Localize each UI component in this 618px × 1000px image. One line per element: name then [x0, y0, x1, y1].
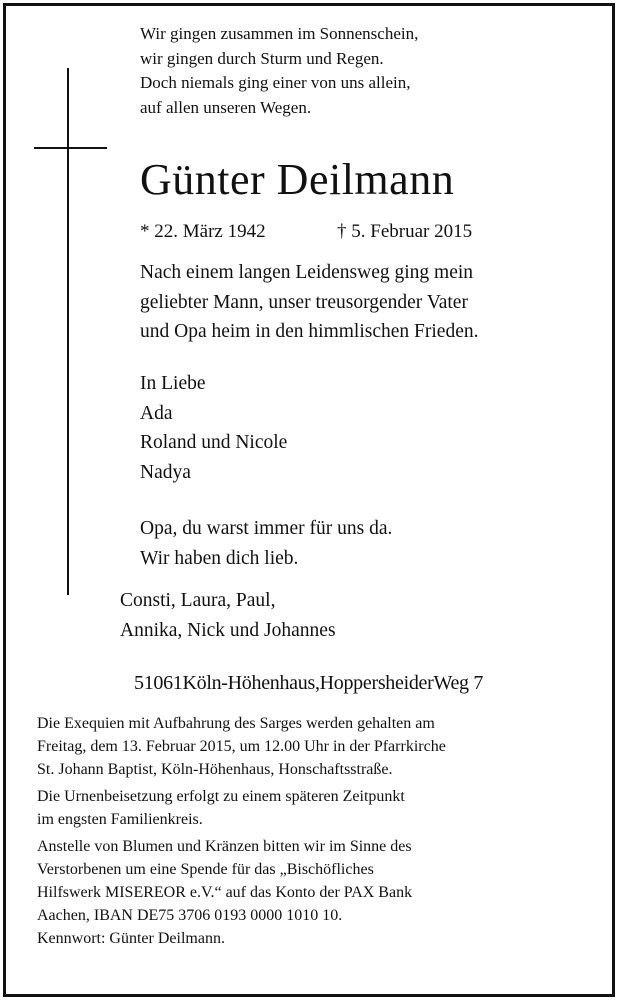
poem-line: Doch niemals ging einer von uns allein, — [140, 73, 411, 92]
donation-line: Aachen, IBAN DE75 3706 0193 0000 1010 10. — [37, 907, 343, 924]
funeral-line: St. Johann Baptist, Köln-Höhenhaus, Honschaftsstraße. — [37, 761, 393, 778]
grandchildren-names — [120, 586, 336, 645]
intro-text — [140, 258, 478, 347]
funeral-line: Die Exequien mit Aufbahrung des Sarges werden gehalten am — [37, 715, 435, 732]
funeral-line: Freitag, dem 13. Februar 2015, um 12.00 Uhr in der Pfarrkirche — [37, 738, 446, 755]
poem-line: auf allen unseren Wegen. — [140, 97, 312, 117]
deceased-name: Günter Deilmann — [140, 155, 455, 204]
donation-line: Kennwort: Günter Deilmann. — [37, 930, 225, 947]
funeral-info — [37, 712, 597, 781]
intro-line: geliebter Mann, unser treusorgender Vater — [140, 291, 468, 313]
poem — [140, 22, 418, 120]
grandchildren-message — [140, 514, 392, 573]
burial-line: Die Urnenbeisetzung erfolgt zu einem späteren Zeitpunkt — [37, 788, 405, 805]
birth-date: * 22. März 1942 — [140, 221, 266, 242]
poem-line: Wir gingen zusammen im Sonnenschein, — [140, 24, 419, 43]
grandchildren-line: Consti, Laura, Paul, — [120, 590, 276, 611]
burial-info — [37, 785, 597, 831]
grandchildren-line: Annika, Nick und Johannes — [120, 619, 336, 641]
message-line: Wir haben dich lieb. — [140, 547, 299, 569]
donation-line: Hilfswerk MISEREOR e.V.“ auf das Konto der PAX Bank — [37, 884, 413, 901]
family-address: 51061Köln-Höhenhaus,HoppersheiderWeg 7 — [134, 672, 484, 694]
donation-line: Verstorbenen um eine Spende für das „Bischöfliches — [37, 861, 374, 878]
family-line: Ada — [140, 402, 173, 424]
family-mourners — [140, 369, 287, 487]
intro-line: und Opa heim in den himmlischen Frieden. — [140, 321, 479, 342]
donation-line: Anstelle von Blumen und Kränzen bitten wir im Sinne des — [37, 838, 412, 855]
message-line: Opa, du warst immer für uns da. — [140, 518, 393, 539]
burial-line: im engsten Familienkreis. — [37, 811, 203, 828]
poem-line: wir gingen durch Sturm und Regen. — [140, 48, 384, 68]
family-line: In Liebe — [140, 373, 206, 394]
family-line: Roland und Nicole — [140, 432, 288, 453]
donation-info — [37, 835, 597, 950]
service-details — [37, 712, 597, 954]
cross-horizontal — [34, 147, 107, 149]
death-date: † 5. Februar 2015 — [337, 221, 473, 242]
intro-line: Nach einem langen Leidensweg ging mein — [140, 262, 474, 283]
family-line: Nadya — [140, 461, 191, 483]
